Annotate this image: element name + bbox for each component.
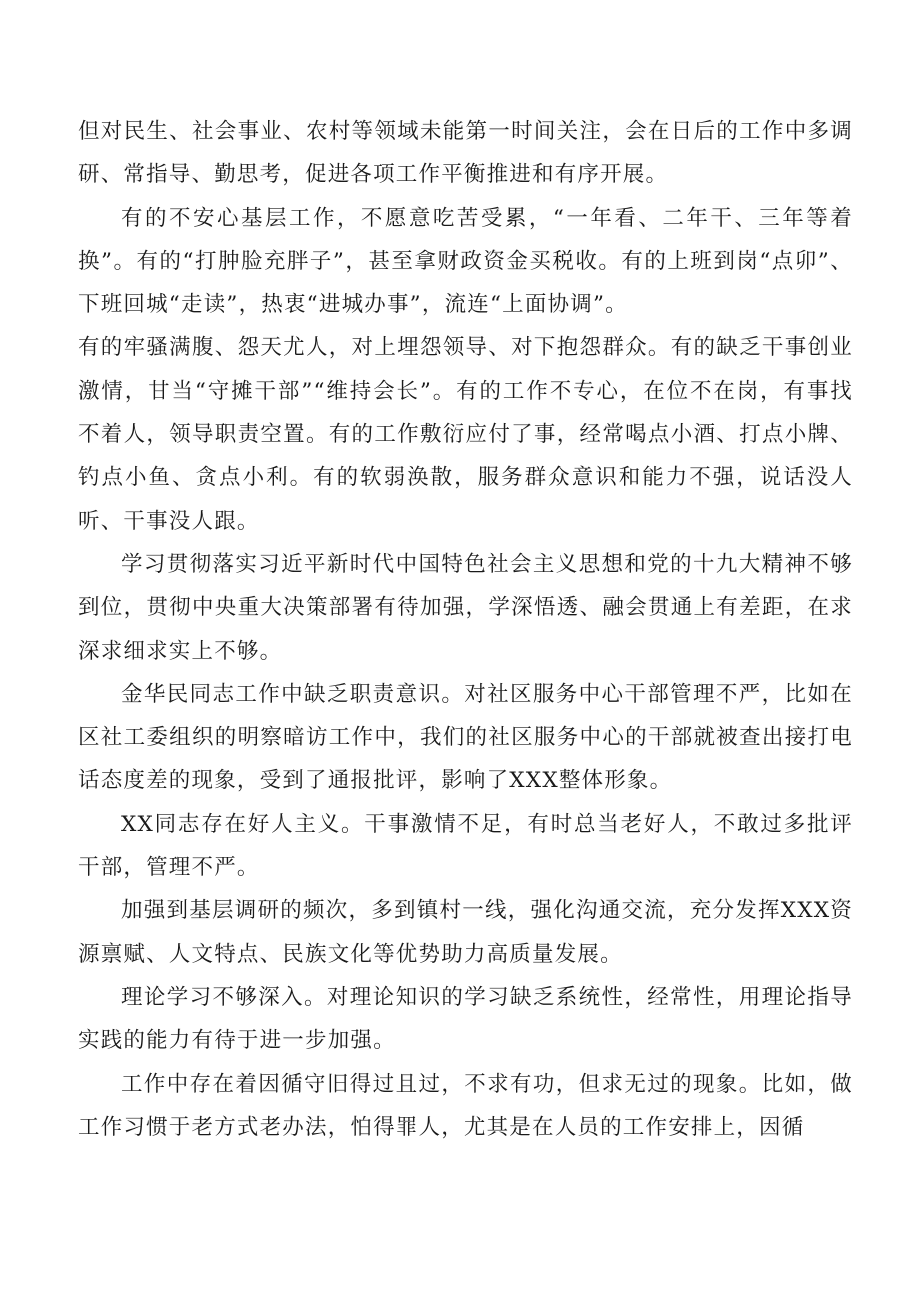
document-body bbox=[78, 110, 853, 1149]
paragraph-7: 加强到基层调研的频次，多到镇村一线，强化沟通交流，充分发挥XXX资源禀赋、人文特点、民族文化等优势助力高质量发展。 bbox=[78, 898, 853, 967]
paragraph-5: 金华民同志工作中缺乏职责意识。对社区服务中心干部管理不严，比如在区社工委组织的明察暗访工作中，我们的社区服务中心的干部就被查出接打电话态度差的现象，受到了通报批评，影响了XXX整体形象。 bbox=[78, 681, 853, 794]
paragraph-4: 学习贯彻落实习近平新时代中国特色社会主义思想和党的十九大精神不够到位，贯彻中央重大决策部署有待加强，学深悟透、融会贯通上有差距，在求深求细求实上不够。 bbox=[78, 551, 853, 664]
paragraph-9: 工作中存在着因循守旧得过且过，不求有功，但求无过的现象。比如，做工作习惯于老方式老办法，怕得罪人，尤其是在人员的工作安排上，因循 bbox=[78, 1071, 853, 1140]
paragraph-2: 有的不安心基层工作，不愿意吃苦受累，“一年看、二年干、三年等着换”。有的“打肿脸充胖子”，甚至拿财政资金买税收。有的上班到岗“点卯”、下班回城“走读”，热衷“进城办事”，流连“上面协调”。 bbox=[78, 205, 853, 318]
paragraph-1: 但对民生、社会事业、农村等领域未能第一时间关注，会在日后的工作中多调研、常指导、勤思考，促进各项工作平衡推进和有序开展。 bbox=[78, 119, 853, 188]
paragraph-6: XX同志存在好人主义。干事激情不足，有时总当老好人，不敢过多批评干部，管理不严。 bbox=[78, 811, 853, 881]
paragraph-8: 理论学习不够深入。对理论知识的学习缺乏系统性，经常性，用理论指导实践的能力有待于进一步加强。 bbox=[78, 984, 853, 1054]
paragraph-3: 有的牢骚满腹、怨天尤人，对上埋怨领导、对下抱怨群众。有的缺乏干事创业激情，甘当“守摊干部”“维持会长”。有的工作不专心，在位不在岗，有事找不着人，领导职责空置。有的工作敷衍应付了事，经常喝点小酒、打点小牌、钓点小鱼、贪点小利。有的软弱涣散，服务群众意识和能力不强，说话没人听、干事没人跟。 bbox=[78, 335, 853, 534]
